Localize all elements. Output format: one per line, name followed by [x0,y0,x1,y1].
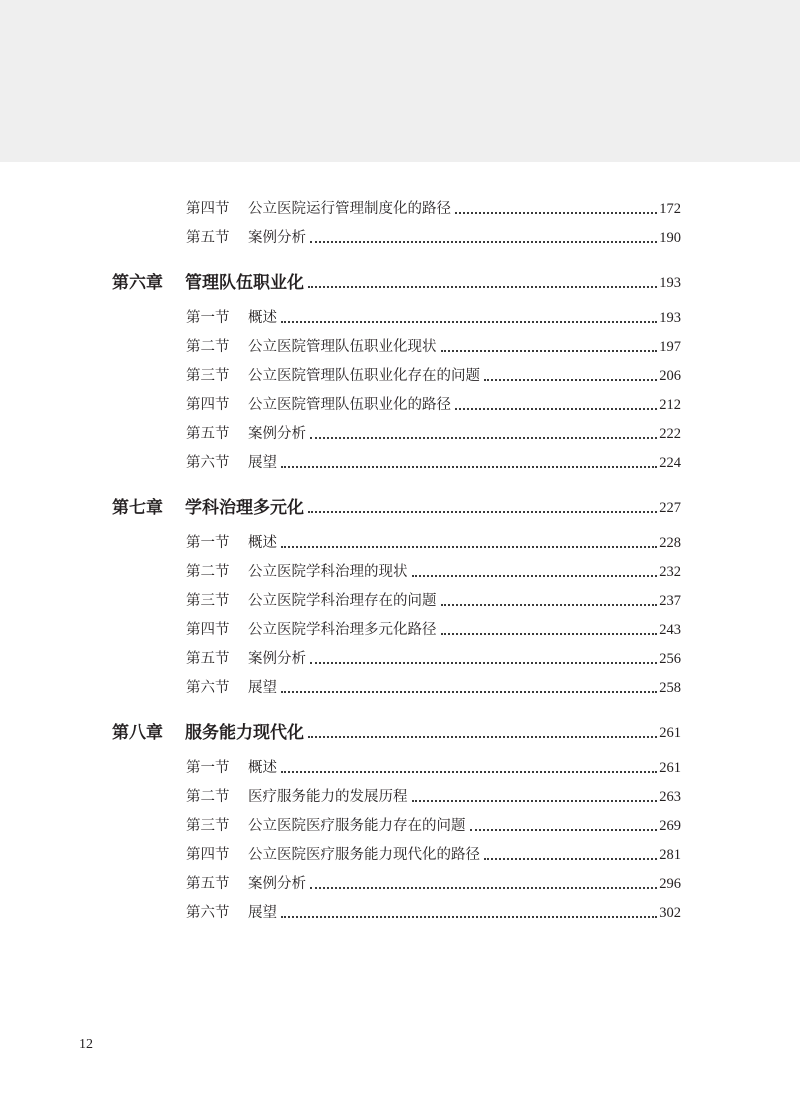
toc-section-row [186,590,681,612]
toc-entry-number: 第四节 [186,847,230,863]
dot-leader [281,546,657,548]
toc-entry-title: 展望 [248,455,277,471]
toc-section-row [186,561,681,583]
dot-leader [308,511,657,513]
toc-section-row [186,757,681,779]
toc-section-row [186,336,681,358]
toc-entry-page: 302 [659,905,681,921]
dot-leader [455,212,657,214]
toc-entry-page: 258 [659,680,681,696]
toc-entry-number: 第六章 [112,273,163,293]
toc-entry-title: 概述 [248,760,277,776]
toc-entry-title: 公立医院医疗服务能力存在的问题 [248,818,466,834]
dot-leader [281,691,657,693]
toc-entry-page: 193 [659,310,681,326]
toc-entry-number: 第一节 [186,310,230,326]
toc-section-row [186,786,681,808]
toc-section-row [186,844,681,866]
toc-entry-title: 医疗服务能力的发展历程 [248,789,408,805]
toc-entry-page: 193 [659,275,681,291]
toc-entry-number: 第七章 [112,498,163,518]
toc-entry-number: 第四节 [186,397,230,413]
toc-entry-page: 197 [659,339,681,355]
toc-entry-page: 222 [659,426,681,442]
toc-entry-number: 第三节 [186,368,230,384]
toc-entry-title: 公立医院学科治理存在的问题 [248,593,437,609]
toc-entry-number: 第一节 [186,760,230,776]
toc-section-row [186,532,681,554]
toc-entry-page: 228 [659,535,681,551]
toc-entry-title: 学科治理多元化 [185,498,304,518]
toc-entry-title: 公立医院管理队伍职业化存在的问题 [248,368,480,384]
toc-entry-page: 232 [659,564,681,580]
dot-leader [281,466,657,468]
toc-entry-number: 第五节 [186,651,230,667]
toc-entry-page: 256 [659,651,681,667]
dot-leader [281,916,657,918]
toc-entry-page: 269 [659,818,681,834]
toc-entry-number: 第二节 [186,564,230,580]
toc-entry-title: 公立医院学科治理多元化路径 [248,622,437,638]
toc-entry-number: 第五节 [186,230,230,246]
toc-section-row [186,394,681,416]
toc-entry-title: 公立医院医疗服务能力现代化的路径 [248,847,480,863]
toc-section-row [186,619,681,641]
toc-entry-title: 公立医院学科治理的现状 [248,564,408,580]
toc-entry-title: 概述 [248,535,277,551]
dot-leader [412,575,658,577]
toc-entry-title: 展望 [248,905,277,921]
toc-entry-number: 第四节 [186,622,230,638]
dot-leader [484,379,657,381]
toc-entry-number: 第三节 [186,818,230,834]
toc-entry-title: 概述 [248,310,277,326]
toc-entry-number: 第六节 [186,680,230,696]
toc-section-row [186,452,681,474]
toc-entry-title: 公立医院管理队伍职业化的路径 [248,397,451,413]
toc-section-row [186,648,681,670]
toc-entry-title: 公立医院管理队伍职业化现状 [248,339,437,355]
toc-entry-number: 第二节 [186,339,230,355]
toc-entry-number: 第六节 [186,905,230,921]
toc-entry-page: 261 [659,760,681,776]
toc-entry-page: 212 [659,397,681,413]
dot-leader [310,241,657,243]
toc-entry-title: 服务能力现代化 [185,723,304,743]
dot-leader [310,437,657,439]
toc-entry-page: 281 [659,847,681,863]
toc-entry-title: 案例分析 [248,651,306,667]
toc-entry-title: 管理队伍职业化 [185,273,304,293]
dot-leader [308,736,657,738]
dot-leader [484,858,657,860]
dot-leader [281,321,657,323]
toc-entry-title: 案例分析 [248,876,306,892]
dot-leader [455,408,657,410]
toc-entry-number: 第六节 [186,455,230,471]
toc-section-row [186,423,681,445]
toc-section-row [186,677,681,699]
toc-section-row [186,307,681,329]
toc-entry-number: 第四节 [186,201,230,217]
toc-entry-page: 261 [659,725,681,741]
dot-leader [441,633,658,635]
dot-leader [441,350,658,352]
toc-chapter-row [112,722,681,744]
dot-leader [308,286,657,288]
toc-entry-title: 展望 [248,680,277,696]
toc-entry-title: 公立医院运行管理制度化的路径 [248,201,451,217]
toc-entry-page: 190 [659,230,681,246]
top-gray-band [0,0,800,162]
toc-entry-number: 第一节 [186,535,230,551]
dot-leader [310,887,657,889]
toc-entry-page: 206 [659,368,681,384]
toc-entry-page: 243 [659,622,681,638]
toc-entry-number: 第五节 [186,876,230,892]
page-number: 12 [79,1037,93,1052]
toc-section-row [186,815,681,837]
toc-entry-page: 263 [659,789,681,805]
toc-entry-number: 第五节 [186,426,230,442]
toc-entry-title: 案例分析 [248,230,306,246]
dot-leader [441,604,658,606]
toc-section-row [186,873,681,895]
toc-entry-page: 296 [659,876,681,892]
toc-section-row [186,227,681,249]
dot-leader [470,829,658,831]
toc-section-row [186,902,681,924]
toc-entry-number: 第二节 [186,789,230,805]
toc-entry-page: 224 [659,455,681,471]
toc-entry-page: 172 [659,201,681,217]
toc-entry-title: 案例分析 [248,426,306,442]
toc-entry-page: 227 [659,500,681,516]
toc-chapter-row [112,497,681,519]
toc-entry-page: 237 [659,593,681,609]
toc-section-row [186,365,681,387]
dot-leader [412,800,658,802]
toc-entry-number: 第八章 [112,723,163,743]
dot-leader [281,771,657,773]
toc-section-row [186,198,681,220]
toc-chapter-row [112,272,681,294]
dot-leader [310,662,657,664]
toc-entry-number: 第三节 [186,593,230,609]
